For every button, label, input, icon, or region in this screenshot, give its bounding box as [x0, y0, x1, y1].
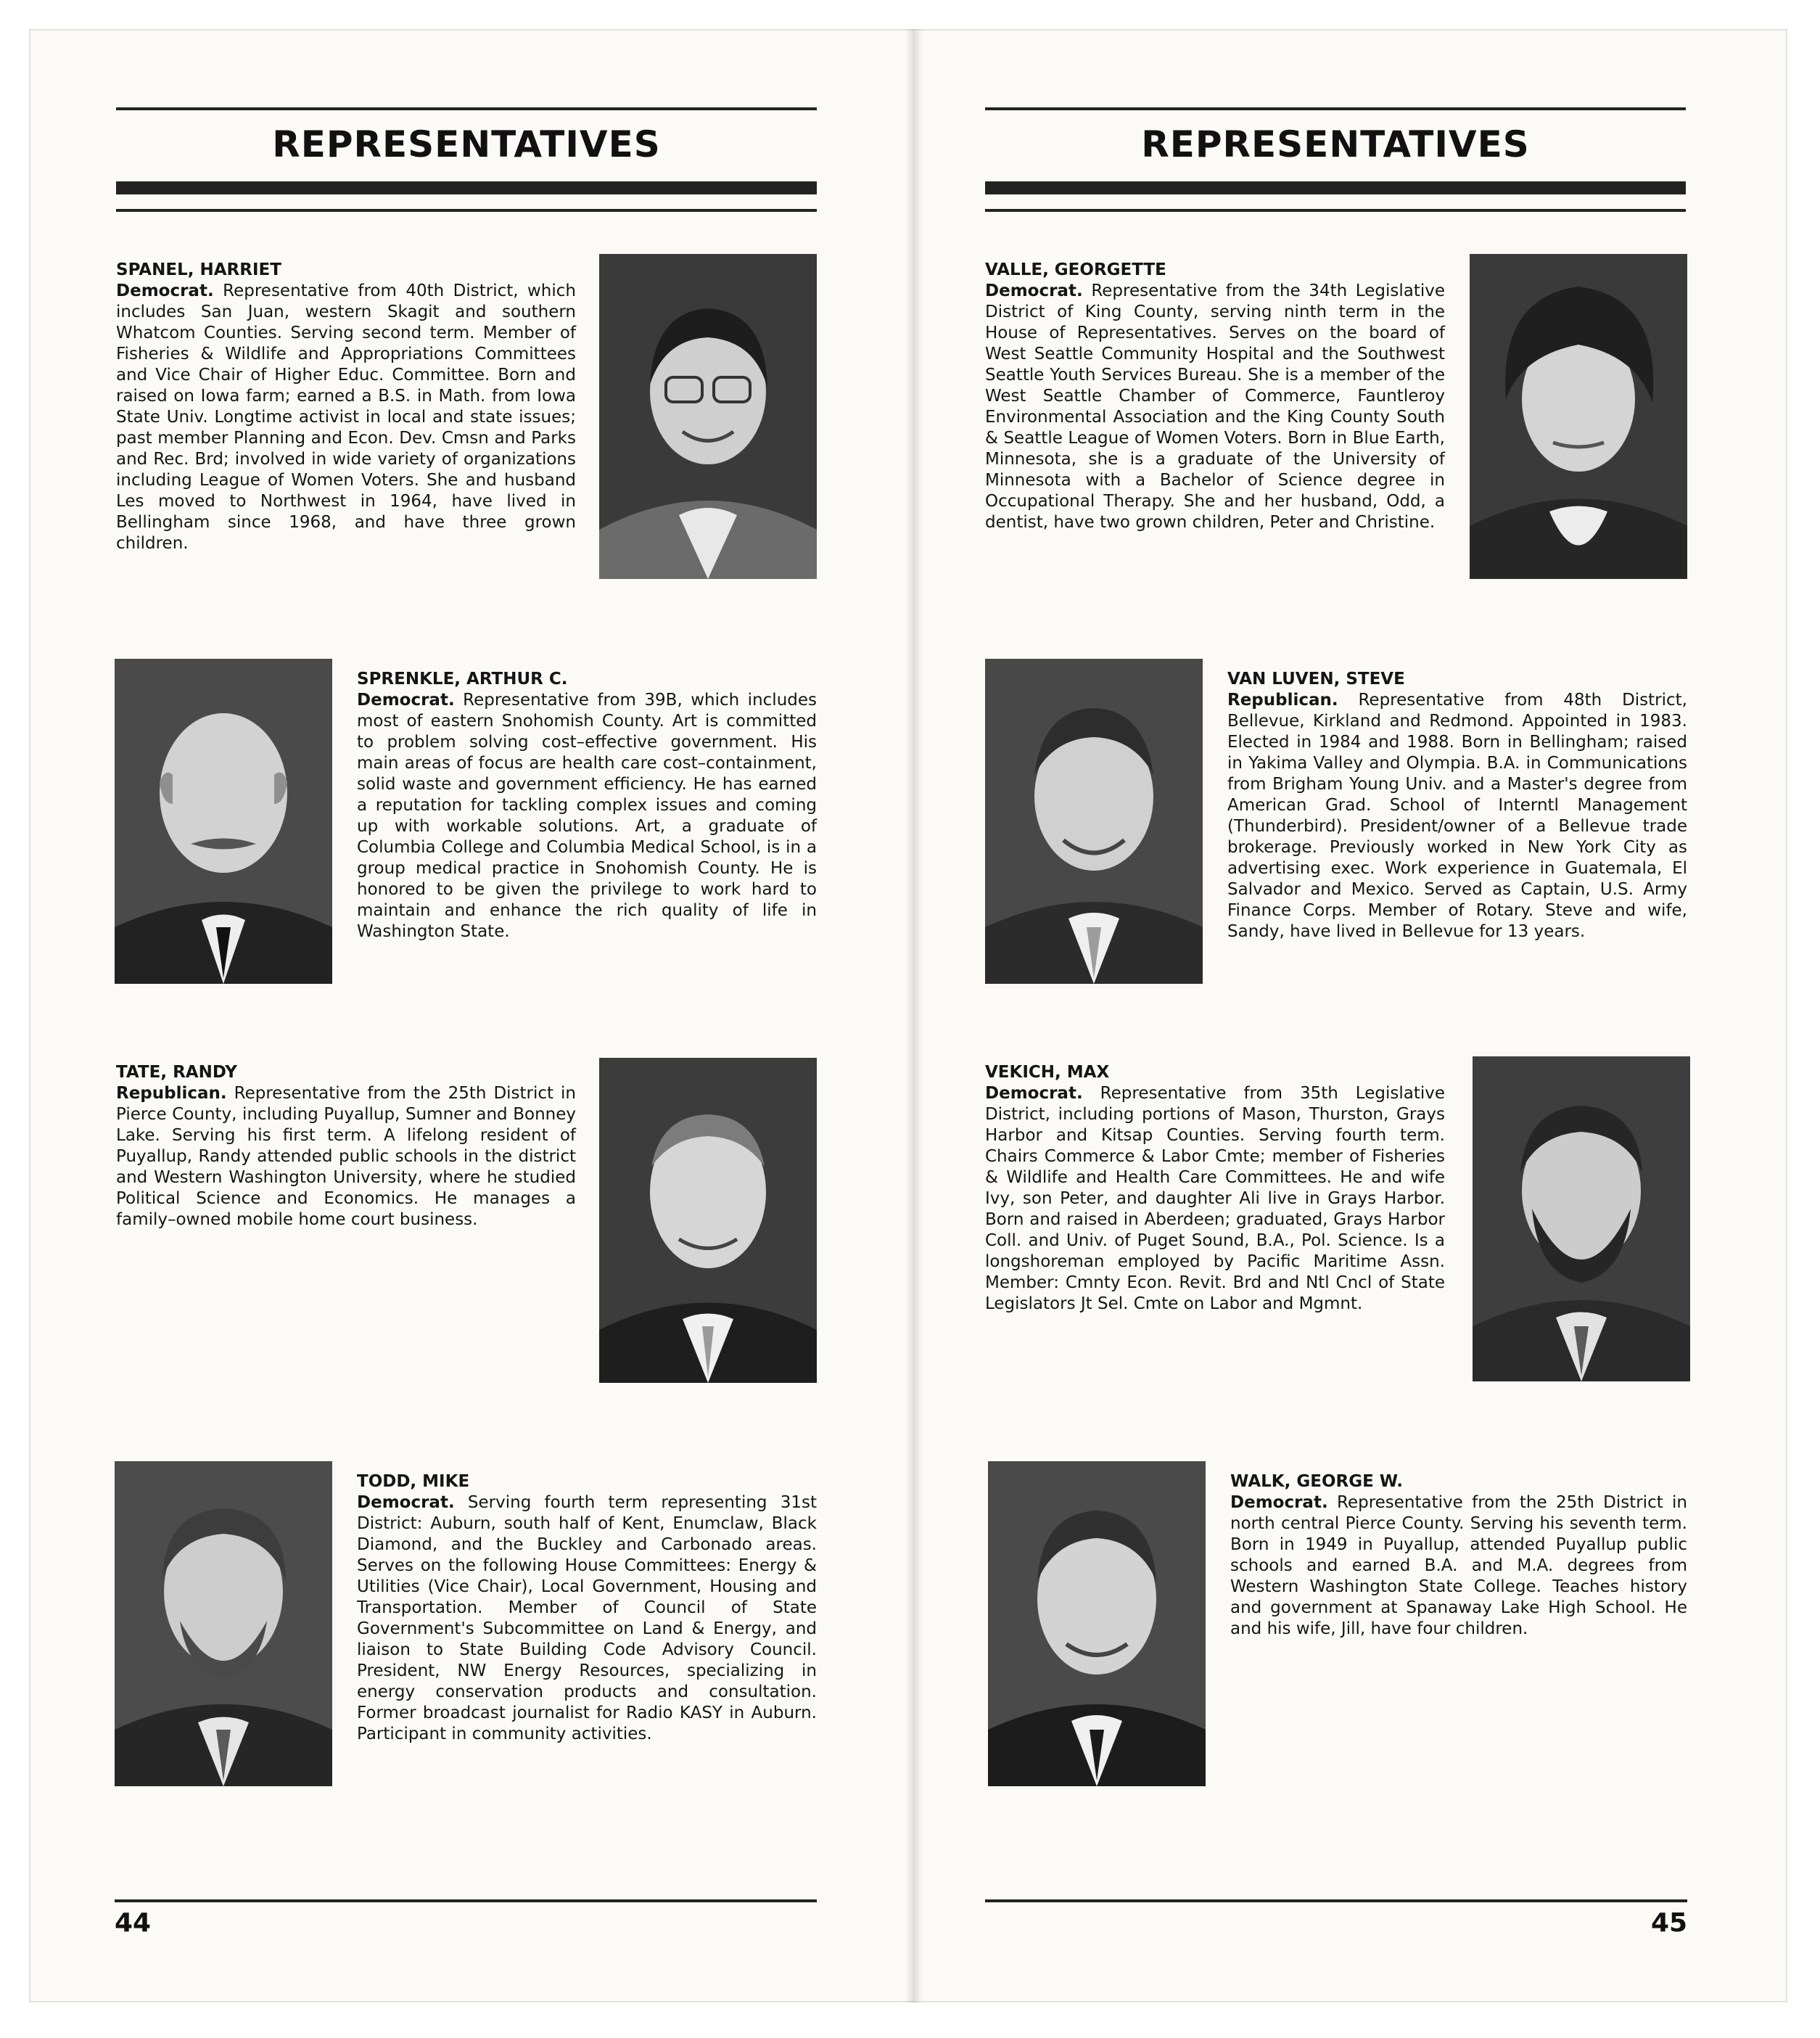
member-bio: Representative from 48th District, Bellevue, Kirkland and Redmond. Appointed in 1983. Elected in 1984 and 1988. Born in Bellingham; raised in Yakima Valley and Olympia. B.A. in Communications from Brigham Young Univ. and a Master's degree from American Grad. School of Interntl Management (Thunderbird). President/owner of a Bellevue trade brokerage. Previously worked in New York City as advertising exec. Work experience in Guatemala, El Salvador and Mexico. Served as Captain, U.S. Army Finance Corps. Member of Rotary. Steve and wife, Sandy, have lived in Bellevue for 13 years.	[1227, 691, 1687, 941]
member-bio: Serving fourth term representing 31st District: Auburn, south half of Kent, Enumclaw, Black Diamond, and the Buckley and Carbonado areas. Serves on the following House Committees: Energy & Utilities (Vice Chair), Local Government, Housing and Transportation. Member of Council of State Government's Subcommittee on Land & Energy, and liaison to State Building Code Advisory Council. President, NW Energy Resources, specializing in energy conservation products and consultation. Former broadcast journalist for Radio KASY in Auburn. Participant in community activities.	[357, 1493, 817, 1743]
party-label: Democrat.	[116, 282, 214, 300]
page-number: 45	[1651, 1908, 1688, 1938]
member-bio: Representative from 35th Legislative District, including portions of Mason, Thurston, Grays Harbor and Kitsap Counties. Serving fourth term. Chairs Commerce & Labor Cmte; member of Fisheries & Wildlife and Health Care Committees. He and wife Ivy, son Peter, and daughter Ali live in Grays Harbor. Born and raised in Aberdeen; graduated, Grays Harbor Coll. and Univ. of Puget Sound, B.A., Pol. Science. Is a longshoreman employed by Pacific Maritime Assn. Member: Cmnty Econ. Revit. Brd and Ntl Cncl of State Legislators Jt Sel. Cmte on Labor and Mgmnt.	[985, 1084, 1445, 1313]
portrait-image	[985, 659, 1203, 984]
portrait-image	[599, 254, 817, 579]
portrait-image	[115, 659, 332, 984]
header-thick-rule	[116, 181, 817, 194]
party-label: Republican.	[116, 1084, 227, 1103]
party-label: Democrat.	[985, 282, 1083, 300]
portrait-photo	[1473, 1056, 1690, 1381]
member-bio: Representative from the 25th District in north central Pierce County. Serving his seventh term. Born in 1949 in Puyallup, attended Puyallup public schools and earned B.A. and M.A. degrees from Western Washington State College. Teaches history and government at Spanaway Lake High School. He and his wife, Jill, have four children.	[1230, 1493, 1688, 1638]
portrait-image	[599, 1058, 817, 1383]
page-number: 44	[115, 1908, 152, 1938]
page-45	[931, 29, 1787, 2002]
member-name: SPANEL, HARRIET	[116, 260, 281, 279]
header-top-rule	[116, 107, 817, 110]
header-thick-rule	[985, 181, 1686, 194]
page-heading: REPRESENTATIVES	[1141, 123, 1530, 165]
entry-text	[116, 1062, 576, 1230]
party-label: Democrat.	[357, 691, 455, 710]
header-bottom-rule	[985, 209, 1686, 212]
member-bio: Representative from the 25th District in Pierce County, including Puyallup, Sumner and Bonney Lake. Serving his first term. A lifelong resident of Puyallup, Randy attended public schools in the district and Western Washington University, where he studied Political Science and Economics. He manages a family–owned mobile home court business.	[116, 1084, 577, 1229]
portrait-image	[1473, 1056, 1690, 1381]
page-44	[29, 29, 885, 2002]
member-name: VAN LUVEN, STEVE	[1227, 670, 1405, 689]
portrait-photo	[115, 1461, 332, 1786]
party-label: Democrat.	[1230, 1493, 1328, 1512]
portrait-photo	[988, 1461, 1206, 1786]
page-heading: REPRESENTATIVES	[272, 123, 661, 165]
entry-text	[1230, 1471, 1687, 1640]
entry-text	[357, 1471, 817, 1745]
booklet-spread	[29, 29, 1787, 2002]
entry-text	[357, 669, 817, 942]
portrait-photo	[985, 659, 1203, 984]
member-name: SPRENKLE, ARTHUR C.	[357, 670, 568, 689]
portrait-image	[1470, 254, 1687, 579]
member-name: TATE, RANDY	[116, 1063, 237, 1082]
portrait-image	[988, 1461, 1206, 1786]
header-top-rule	[985, 107, 1686, 110]
party-label: Democrat.	[985, 1084, 1083, 1103]
entry-text	[985, 1062, 1445, 1315]
entry-text	[116, 260, 576, 554]
header-bottom-rule	[116, 209, 817, 212]
portrait-photo	[1470, 254, 1687, 579]
center-gutter	[905, 29, 923, 2002]
member-bio: Representative from the 34th Legislative District of King County, serving ninth term in the House of Representatives. Serves on the board of West Seattle Community Hospital and the Southwest Seattle Youth Services Bureau. She is a member of the West Seattle Chamber of Commerce, Fauntleroy Environmental Association and the King County South & Seattle League of Women Voters. Born in Blue Earth, Minnesota, she is a graduate of the University of Minnesota with a Bachelor of Science degree in Occupational Therapy. She and her husband, Odd, a dentist, have two grown children, Peter and Christine.	[985, 282, 1445, 532]
portrait-image	[115, 1461, 332, 1786]
portrait-photo	[599, 1058, 817, 1383]
member-name: VEKICH, MAX	[985, 1063, 1110, 1082]
member-name: TODD, MIKE	[357, 1472, 470, 1491]
member-name: VALLE, GEORGETTE	[985, 260, 1166, 279]
party-label: Republican.	[1227, 691, 1338, 710]
entry-text	[985, 260, 1445, 533]
portrait-photo	[599, 254, 817, 579]
footer-rule	[985, 1899, 1687, 1902]
member-bio: Representative from 40th District, which includes San Juan, western Skagit and southern Whatcom Counties. Serving second term. Member of Fisheries & Wildlife and Appropriations Committees and Vice Chair of Higher Educ. Committee. Born and raised on Iowa farm; earned a B.S. in Math. from Iowa State Univ. Longtime activist in local and state issues; past member Planning and Econ. Dev. Cmsn and Parks and Rec. Brd; involved in wide variety of organizations including League of Women Voters. She and husband Les moved to Northwest in 1964, have lived in Bellingham since 1968, and have three grown children.	[116, 282, 576, 553]
footer-rule	[115, 1899, 817, 1902]
member-name: WALK, GEORGE W.	[1230, 1472, 1404, 1491]
entry-text	[1227, 669, 1687, 942]
member-bio: Representative from 39B, which includes most of eastern Snohomish County. Art is committed to problem solving cost–effective government. His main areas of focus are health care cost–containment, solid waste and government efficiency. He has earned a reputation for tackling complex issues and coming up with workable solutions. Art, a graduate of Columbia College and Columbia Medical School, is in a group medical practice in Snohomish County. He is honored to be given the privilege to work hard to maintain and enhance the rich quality of life in Washington State.	[357, 691, 817, 941]
portrait-photo	[115, 659, 332, 984]
party-label: Democrat.	[357, 1493, 455, 1512]
